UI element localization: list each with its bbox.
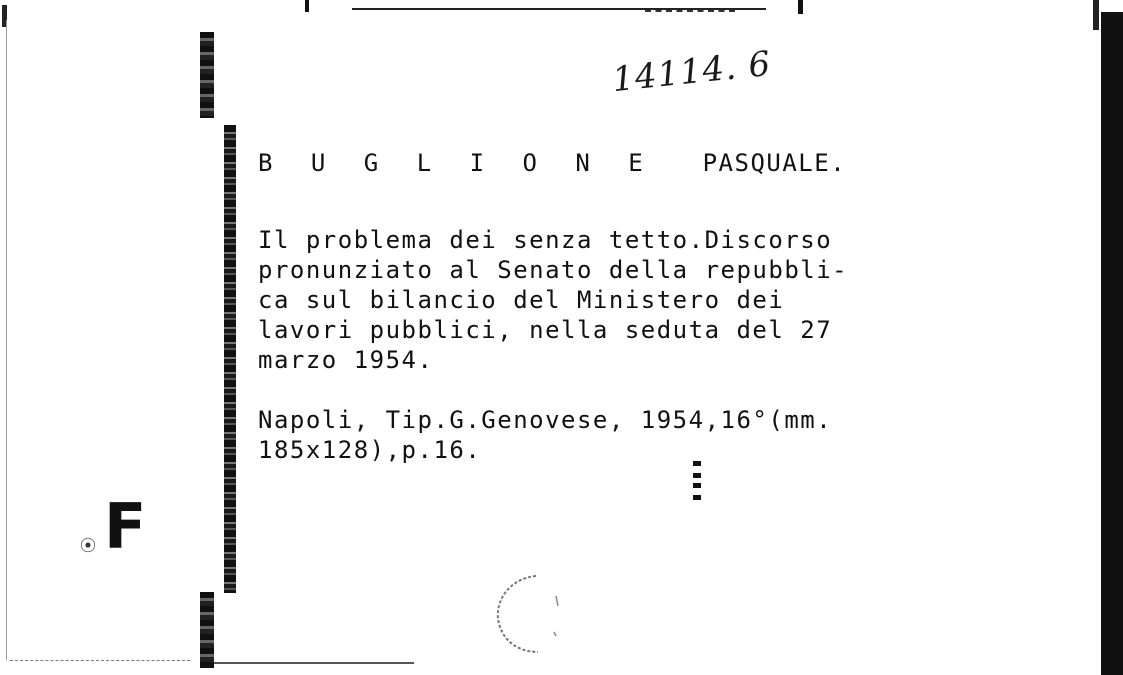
title-block	[258, 225, 848, 375]
scan-artifact-top-right	[798, 0, 803, 14]
card-bottom-edge	[214, 662, 414, 664]
scanner-right-edge	[1101, 12, 1123, 675]
scan-artifact-bottom-dots	[10, 660, 190, 662]
imprint-line: Napoli, Tip.G.Genovese, 1954,16°(mm.	[258, 406, 833, 434]
stamp-letter: F	[104, 490, 147, 563]
stamp-smudge: ⦿	[80, 536, 97, 555]
author-surname: B U G L I O N E	[258, 149, 655, 177]
title-line: ca sul bilancio del Ministero dei	[258, 286, 785, 314]
card-border-strip	[224, 125, 236, 593]
scan-artifact-right-top	[1093, 0, 1099, 30]
imprint-line: 185x128),p.16.	[258, 436, 482, 464]
punch-mark	[693, 461, 701, 503]
author-heading	[258, 148, 846, 178]
imprint-block	[258, 405, 832, 465]
title-line: pronunziato al Senato della repubbli-	[258, 256, 849, 284]
faint-circle-stamp	[492, 572, 566, 656]
scan-artifact-top-left	[305, 0, 309, 12]
card-border-bottom	[200, 592, 214, 668]
author-given-name: PASQUALE.	[702, 149, 847, 177]
scan-artifact-left-line	[6, 20, 7, 660]
scan-artifact-top-scribble	[645, 0, 735, 12]
card-border-top	[200, 32, 214, 118]
title-line: marzo 1954.	[258, 346, 434, 374]
title-line: Il problema dei senza tetto.Discorso	[258, 226, 833, 254]
title-line: lavori pubblici, nella seduta del 27	[258, 316, 833, 344]
handwritten-shelf-mark: 14114. 6	[610, 43, 774, 101]
